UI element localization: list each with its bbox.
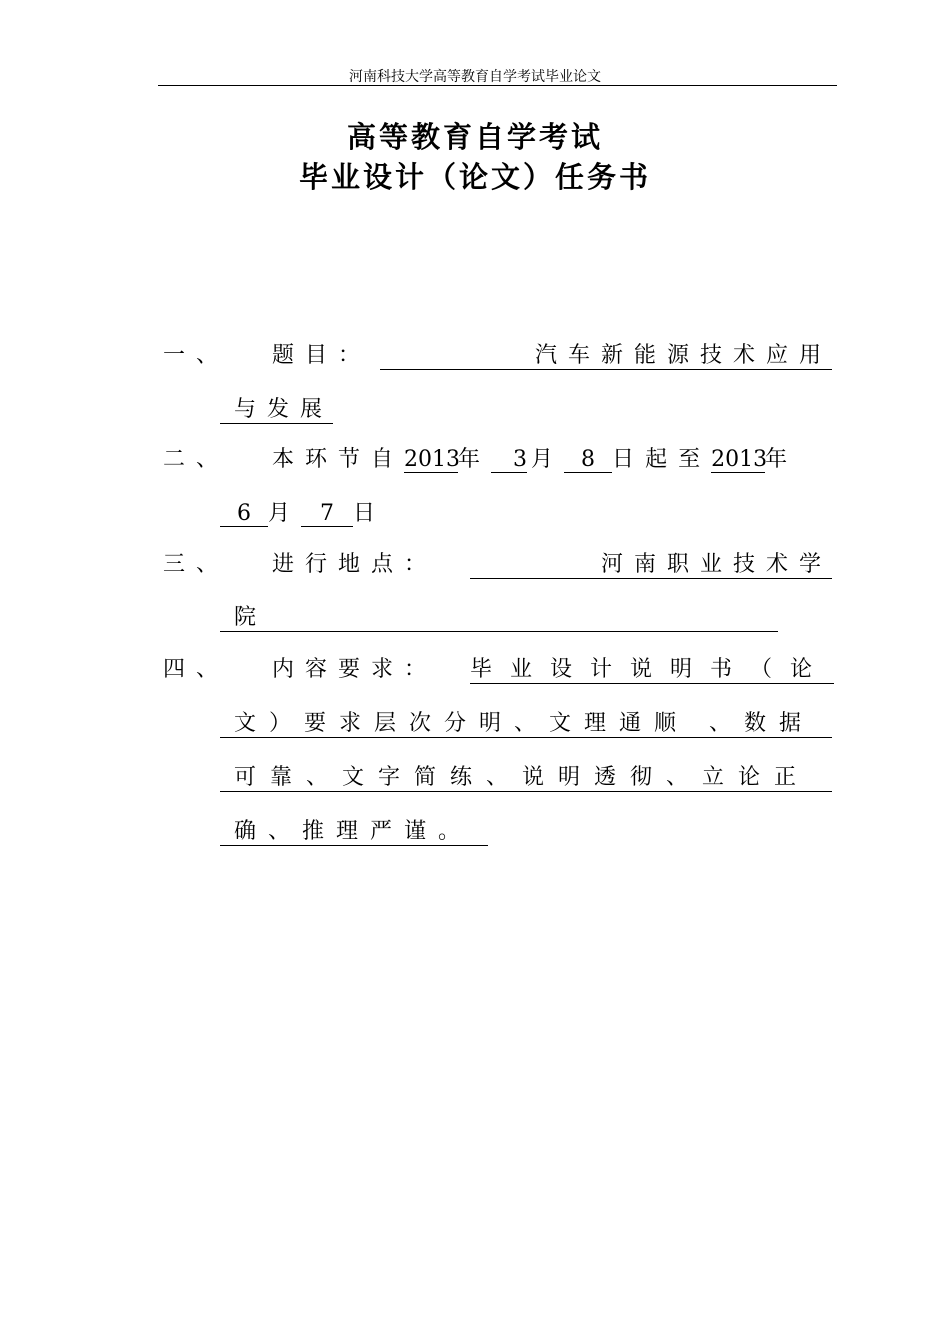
- item-1-value-line-1: 汽车新能源技术应用: [380, 338, 832, 370]
- item-4-value-line-4: 确、推理严谨。: [220, 814, 488, 846]
- item-4-label: 内容要求：: [272, 657, 438, 682]
- start-month: 3: [491, 447, 527, 473]
- start-day-char: 日: [612, 447, 646, 472]
- end-year-char: 年: [765, 447, 799, 472]
- item-4-value-line-3: 可靠、文字简练、说明透彻、立论正: [220, 760, 832, 792]
- item-4-number: 四、: [163, 657, 230, 682]
- to-text: 起至: [645, 447, 712, 472]
- end-year: 2013: [711, 447, 768, 472]
- item-2-line-1: [272, 442, 798, 473]
- item-1-value-line-2: 与发展: [220, 392, 333, 424]
- item-3-value-line-1: 河南职业技术学: [470, 547, 832, 579]
- end-month: 6: [220, 501, 268, 527]
- document-title-line-2: 毕业设计（论文）任务书: [298, 160, 651, 194]
- item-4-value-line-2: 文）要求层次分明、文理通顺 、数据: [220, 706, 832, 738]
- start-day: 8: [564, 447, 612, 473]
- item-2-line-2: [220, 496, 386, 527]
- header-rule: [158, 85, 837, 86]
- item-2-number: 二、: [163, 447, 230, 472]
- end-day: 7: [301, 501, 353, 527]
- page-header: 河南科技大学高等教育自学考试毕业论文: [349, 69, 601, 85]
- item-1-number: 一、: [163, 343, 230, 368]
- item-4-value-line-1: 毕业设计说明书（论: [470, 652, 834, 684]
- item-1-label: 题目：: [272, 343, 372, 368]
- start-year: 2013: [404, 447, 461, 472]
- start-year-char: 年: [458, 447, 492, 472]
- item-3-number: 三、: [163, 552, 230, 577]
- item-2-prefix: 本环节自: [272, 447, 405, 472]
- end-month-char: 月: [268, 501, 302, 526]
- item-3-value-line-2: 院: [220, 600, 778, 632]
- document-title-line-1: 高等教育自学考试: [346, 120, 603, 154]
- start-month-char: 月: [531, 447, 565, 472]
- end-day-char: 日: [353, 501, 387, 526]
- item-3-label: 进行地点：: [272, 552, 438, 577]
